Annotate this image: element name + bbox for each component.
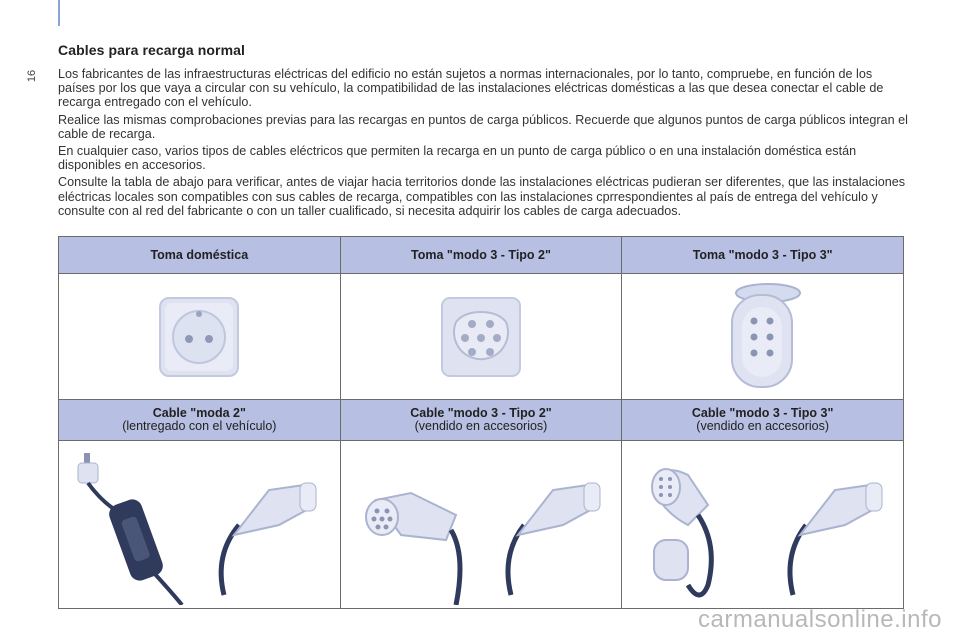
paragraph-2: Realice las mismas comprobaciones previas para las recargas en puntos de carga públicos. Recuerde que algunos puntos de carga públicos integran el cable de recarga. — [58, 112, 908, 141]
socket-header-row — [59, 237, 904, 274]
header-type2-socket: Toma "modo 3 - Tipo 2" — [340, 237, 622, 274]
cables-table — [58, 236, 904, 609]
cable-label-row — [59, 400, 904, 441]
type2-plug-icon — [366, 493, 456, 540]
socket-cover-icon — [654, 540, 688, 580]
header-type3-socket: Toma "modo 3 - Tipo 3" — [622, 237, 904, 274]
paragraph-3: En cualquier caso, varios tipos de cables eléctricos que permiten la recarga en un punto de carga público o en una instalación doméstica están disponibles en accesorios. — [58, 144, 857, 173]
paragraph-1: Los fabricantes de las infraestructuras eléctricas del edificio no están sujetos a normas internacionales, por lo tanto, compruebe, en función de los países por los que vaya a circular con su vehículo, la compatibilidad de las instalaciones eléctricas domésticas a las que desea conectar el cable de recarga entregado con el vehículo. — [58, 67, 884, 110]
type2-socket-icon — [436, 292, 526, 382]
control-box-icon — [107, 496, 166, 583]
mode2-cable-illustration — [64, 445, 334, 605]
household-socket-icon — [154, 292, 244, 382]
type3-socket-icon — [718, 281, 808, 393]
type3-cable-illustration — [628, 445, 898, 605]
type2-cable-cell — [340, 441, 622, 609]
cable-type3-label — [622, 400, 904, 441]
header-household-socket: Toma doméstica — [59, 237, 341, 274]
vehicle-connector-icon — [508, 483, 600, 595]
socket-image-row — [59, 274, 904, 400]
vehicle-connector-icon — [221, 483, 316, 595]
type3-socket-cell — [622, 274, 904, 400]
cable-type2-note: (vendido en accesorios) — [414, 419, 548, 433]
section-heading: Cables para recarga normal — [58, 42, 246, 58]
cable-image-row — [59, 441, 904, 609]
cable-type2-title: Cable "modo 3 - Tipo 2" — [410, 406, 552, 420]
household-socket-cell — [59, 274, 341, 400]
paragraph-4: Consulte la tabla de abajo para verificar, antes de viajar hacia territorios donde las instalaciones eléctricas pudieran ser diferentes, que las instalaciones eléctricas locales son compatibles con sus cables de recarga, compatibles con las instalaciones cprrespondientes al país de entrega del vehículo y consulte con al red del fabricante o con un taller cualificado, si necesita adquirir los cables de carga adecuados. — [58, 175, 906, 218]
body-text — [58, 67, 908, 221]
type2-socket-cell — [340, 274, 622, 400]
mode2-cable-cell — [59, 441, 341, 609]
vehicle-connector-icon — [790, 483, 882, 595]
page-edge-bar — [58, 0, 60, 26]
type3-cable-cell — [622, 441, 904, 609]
cable-type3-note: (vendido en accesorios) — [696, 419, 830, 433]
cable-mode2-label — [59, 400, 341, 441]
household-plug-icon — [78, 453, 98, 483]
cable-type3-title: Cable "modo 3 - Tipo 3" — [691, 406, 834, 420]
watermark: carmanualsonline.info — [698, 606, 942, 633]
type2-cable-illustration — [346, 445, 616, 605]
cable-type2-label — [340, 400, 622, 441]
page-number: 16 — [26, 69, 39, 83]
cable-mode2-title: Cable "moda 2" — [152, 406, 246, 420]
cable-mode2-note: (lentregado con el vehículo) — [122, 419, 277, 433]
